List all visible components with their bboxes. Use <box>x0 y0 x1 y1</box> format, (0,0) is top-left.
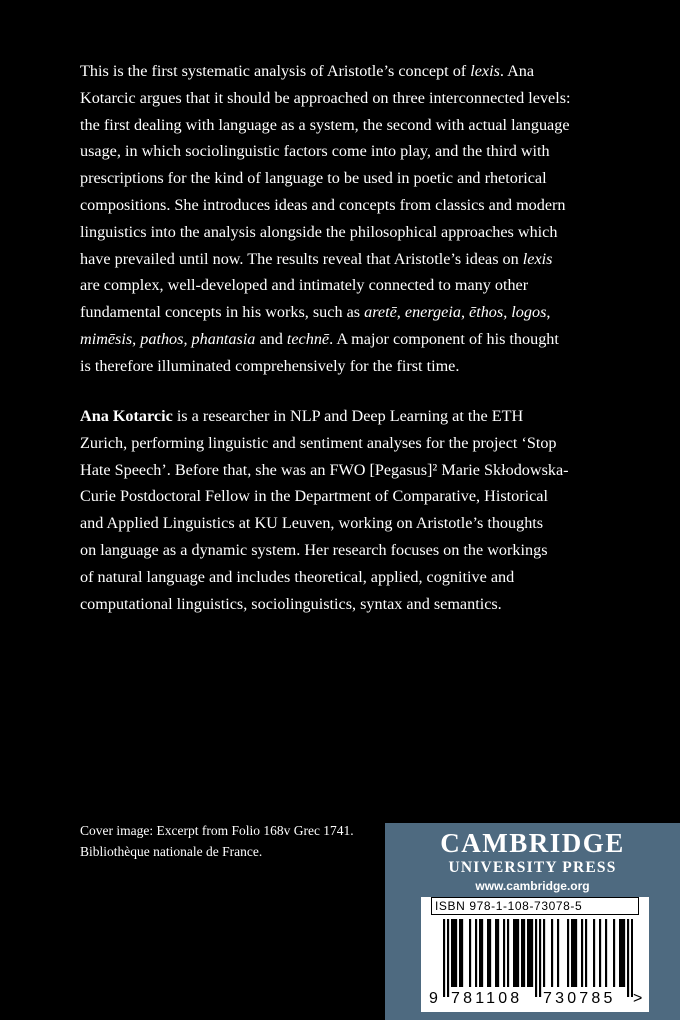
author-bio-line: of natural language and includes theoretical, applied, cognitive and <box>80 567 515 586</box>
barcode-bar <box>489 919 491 987</box>
description-line <box>80 219 620 246</box>
author-bio-line-1 <box>80 403 620 430</box>
description-line <box>80 272 620 299</box>
description-text: , <box>132 329 141 348</box>
description-line <box>80 192 620 219</box>
barcode-bar <box>539 919 541 997</box>
barcode-bar <box>531 919 533 987</box>
description-line <box>80 326 620 353</box>
description-text: , <box>546 303 551 322</box>
description-text: have prevailed until now. The results reveal that Aristotle’s ideas on <box>80 249 523 268</box>
author-bio-line: computational linguistics, sociolinguistics, syntax and semantics. <box>80 594 502 613</box>
barcode-quiet-zone-mark: > <box>633 990 643 1007</box>
italic-term: logos <box>511 303 547 322</box>
barcode-bar <box>447 919 449 997</box>
description-text: This is the first systematic analysis of Aristotle’s concept of <box>80 62 471 80</box>
barcode-bar <box>469 919 471 987</box>
description-line <box>80 112 620 139</box>
description-line <box>80 353 620 380</box>
barcode-first-digit: 9 <box>429 990 438 1007</box>
description-line <box>80 58 620 85</box>
description-text: compositions. She introduces ideas and concepts from classics and modern <box>80 195 566 214</box>
author-bio-line: Curie Postdoctoral Fellow in the Department of Comparative, Historical <box>80 487 548 506</box>
barcode-bar <box>451 919 453 987</box>
barcode-bar <box>475 919 477 987</box>
italic-term: aretē <box>364 303 397 322</box>
italic-term: phantasia <box>191 329 256 348</box>
barcode-panel <box>421 897 649 1012</box>
barcode-bar <box>495 919 497 987</box>
barcode-bar <box>613 919 615 987</box>
italic-term: ēthos <box>469 303 504 322</box>
barcode-bar <box>557 919 559 987</box>
description-text: prescriptions for the kind of language to be used in poetic and rhetorical <box>80 169 547 188</box>
author-bio-line: Hate Speech’. Before that, she was an FWO [Pegasus]² Marie Skłodowska- <box>80 460 569 479</box>
barcode-bar <box>573 919 575 987</box>
barcode-bar <box>455 919 457 987</box>
barcode-bar <box>581 919 583 987</box>
description-line <box>80 165 620 192</box>
barcode-bar <box>623 919 625 987</box>
barcode-bar <box>543 919 545 987</box>
barcode-bar <box>621 919 623 987</box>
barcode-bar <box>551 919 553 987</box>
barcode-bar <box>459 919 461 987</box>
italic-term: technē <box>286 329 330 348</box>
barcode-bar <box>593 919 595 987</box>
barcode-bar <box>567 919 569 987</box>
barcode-bar <box>479 919 481 987</box>
publisher-subname: UNIVERSITY PRESS <box>448 859 617 876</box>
isbn-label: ISBN 978-1-108-73078-5 <box>435 899 583 913</box>
description-line <box>80 246 620 273</box>
barcode-bar <box>527 919 529 987</box>
barcode-bar <box>619 919 621 987</box>
publisher-url: www.cambridge.org <box>475 879 590 893</box>
barcode-bar <box>627 919 629 997</box>
barcode-bar <box>453 919 455 987</box>
description-line <box>80 299 620 326</box>
barcode-digits-right: 730785 <box>543 990 616 1007</box>
barcode-bar <box>461 919 463 987</box>
barcode-bar <box>481 919 483 987</box>
book-description <box>80 58 620 380</box>
description-text: , <box>460 303 470 322</box>
cover-credit-line: Cover image: Excerpt from Folio 168v Grec 1741. <box>80 823 354 838</box>
description-line <box>80 138 620 165</box>
cover-credit-line: Bibliothèque nationale de France. <box>80 844 263 859</box>
author-name: Ana Kotarcic <box>80 407 173 425</box>
description-text: is therefore illuminated comprehensively for the first time. <box>80 356 460 375</box>
description-text: fundamental concepts in his works, such as <box>80 303 365 322</box>
description-text: . A major component of his thought <box>329 329 559 348</box>
barcode-bar <box>517 919 519 987</box>
barcode-bar <box>631 919 633 997</box>
author-bio <box>80 403 620 617</box>
description-text: and <box>255 329 287 348</box>
author-bio-text: is a researcher in NLP and Deep Learning at the ETH <box>172 407 524 425</box>
italic-term: pathos <box>140 329 184 348</box>
author-bio-line: and Applied Linguistics at KU Leuven, working on Aristotle’s thoughts <box>80 514 544 533</box>
description-line <box>80 85 620 112</box>
barcode-bar <box>585 919 587 987</box>
description-text: are complex, well-developed and intimately connected to many other <box>80 276 529 295</box>
barcode-bar <box>605 919 607 987</box>
author-bio-line: Zurich, performing linguistic and sentiment analyses for the project ‘Stop <box>80 433 557 452</box>
description-text: , <box>183 329 192 348</box>
description-text: usage, in which sociolinguistic factors come into play, and the third with <box>80 142 550 161</box>
description-text: the first dealing with language as a system, the second with actual language <box>80 115 570 134</box>
barcode-bar <box>599 919 601 987</box>
barcode-bar <box>503 919 505 987</box>
barcode-bar <box>575 919 577 987</box>
barcode-bar <box>529 919 531 987</box>
barcode-digits-left: 781108 <box>451 990 523 1007</box>
description-text: , <box>396 303 405 322</box>
publisher-block <box>385 823 680 1020</box>
description-text: . Ana <box>499 62 535 80</box>
barcode-bar <box>513 919 515 987</box>
italic-term: lexis <box>522 249 553 268</box>
barcode-bar <box>523 919 525 987</box>
barcode-bar <box>443 919 445 997</box>
barcode-bar <box>497 919 499 987</box>
barcode-bar <box>515 919 517 987</box>
barcode-bar <box>487 919 489 987</box>
description-text: linguistics into the analysis alongside the philosophical approaches which <box>80 222 558 241</box>
barcode-bar <box>507 919 509 987</box>
italic-term: mimēsis <box>80 329 133 348</box>
barcode-bar <box>521 919 523 987</box>
italic-term: energeia <box>404 303 461 322</box>
description-text: Kotarcic argues that it should be approached on three interconnected levels: <box>80 88 571 107</box>
description-text: , <box>503 303 512 322</box>
barcode-image <box>443 919 633 997</box>
publisher-name: CAMBRIDGE <box>440 828 625 858</box>
barcode-bar <box>535 919 537 997</box>
italic-term: lexis <box>470 62 500 80</box>
cover-image-credit <box>80 820 354 862</box>
author-bio-line: on language as a dynamic system. Her research focuses on the workings <box>80 540 548 559</box>
barcode-bar <box>571 919 573 987</box>
